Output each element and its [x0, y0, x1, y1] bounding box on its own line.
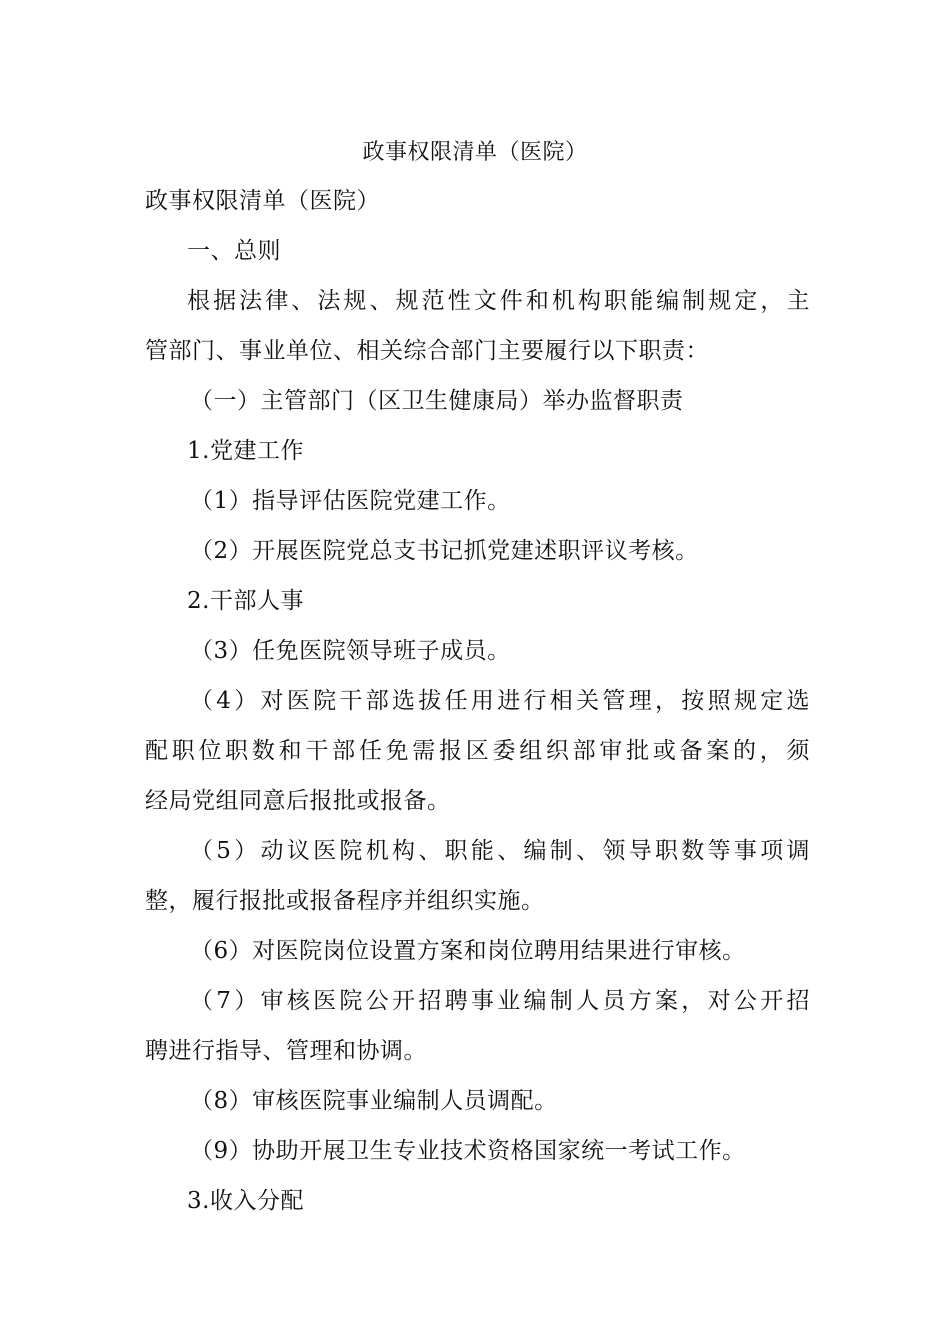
list-item: （6）对医院岗位设置方案和岗位聘用结果进行审核。 — [190, 938, 746, 964]
list-item: （2）开展医院党总支书记抓党建述职评议考核。 — [190, 538, 699, 564]
item-heading-personnel: 2.干部人事 — [187, 588, 304, 614]
list-item: （4）对医院干部选拔任用进行相关管理，按照规定选 — [190, 688, 810, 714]
page-title: 政事权限清单（医院） — [362, 140, 588, 165]
list-item: （5）动议医院机构、职能、编制、领导职数等事项调 — [190, 838, 810, 864]
item-heading-income-distribution: 3.收入分配 — [187, 1188, 304, 1214]
section-heading-general: 一、总则 — [187, 238, 281, 264]
document-heading: 政事权限清单（医院） — [145, 188, 380, 214]
list-item-continuation: 经局党组同意后报批或报备。 — [145, 788, 451, 814]
list-item-continuation: 聘进行指导、管理和协调。 — [145, 1038, 427, 1064]
item-heading-party-building: 1.党建工作 — [187, 438, 304, 464]
list-item: （7）审核医院公开招聘事业编制人员方案，对公开招 — [190, 988, 810, 1014]
list-item: （8）审核医院事业编制人员调配。 — [190, 1088, 558, 1114]
list-item-continuation: 整，履行报批或报备程序并组织实施。 — [145, 888, 545, 914]
list-item: （3）任免医院领导班子成员。 — [190, 638, 511, 664]
list-item: （9）协助开展卫生专业技术资格国家统一考试工作。 — [190, 1138, 746, 1164]
paragraph-line: 管部门、事业单位、相关综合部门主要履行以下职责： — [145, 338, 709, 364]
subsection-heading: （一）主管部门（区卫生健康局）举办监督职责 — [190, 388, 684, 414]
list-item: （1）指导评估医院党建工作。 — [190, 488, 511, 514]
paragraph-line: 根据法律、法规、规范性文件和机构职能编制规定，主 — [187, 288, 810, 314]
list-item-continuation: 配职位职数和干部任免需报区委组织部审批或备案的，须 — [145, 738, 810, 764]
